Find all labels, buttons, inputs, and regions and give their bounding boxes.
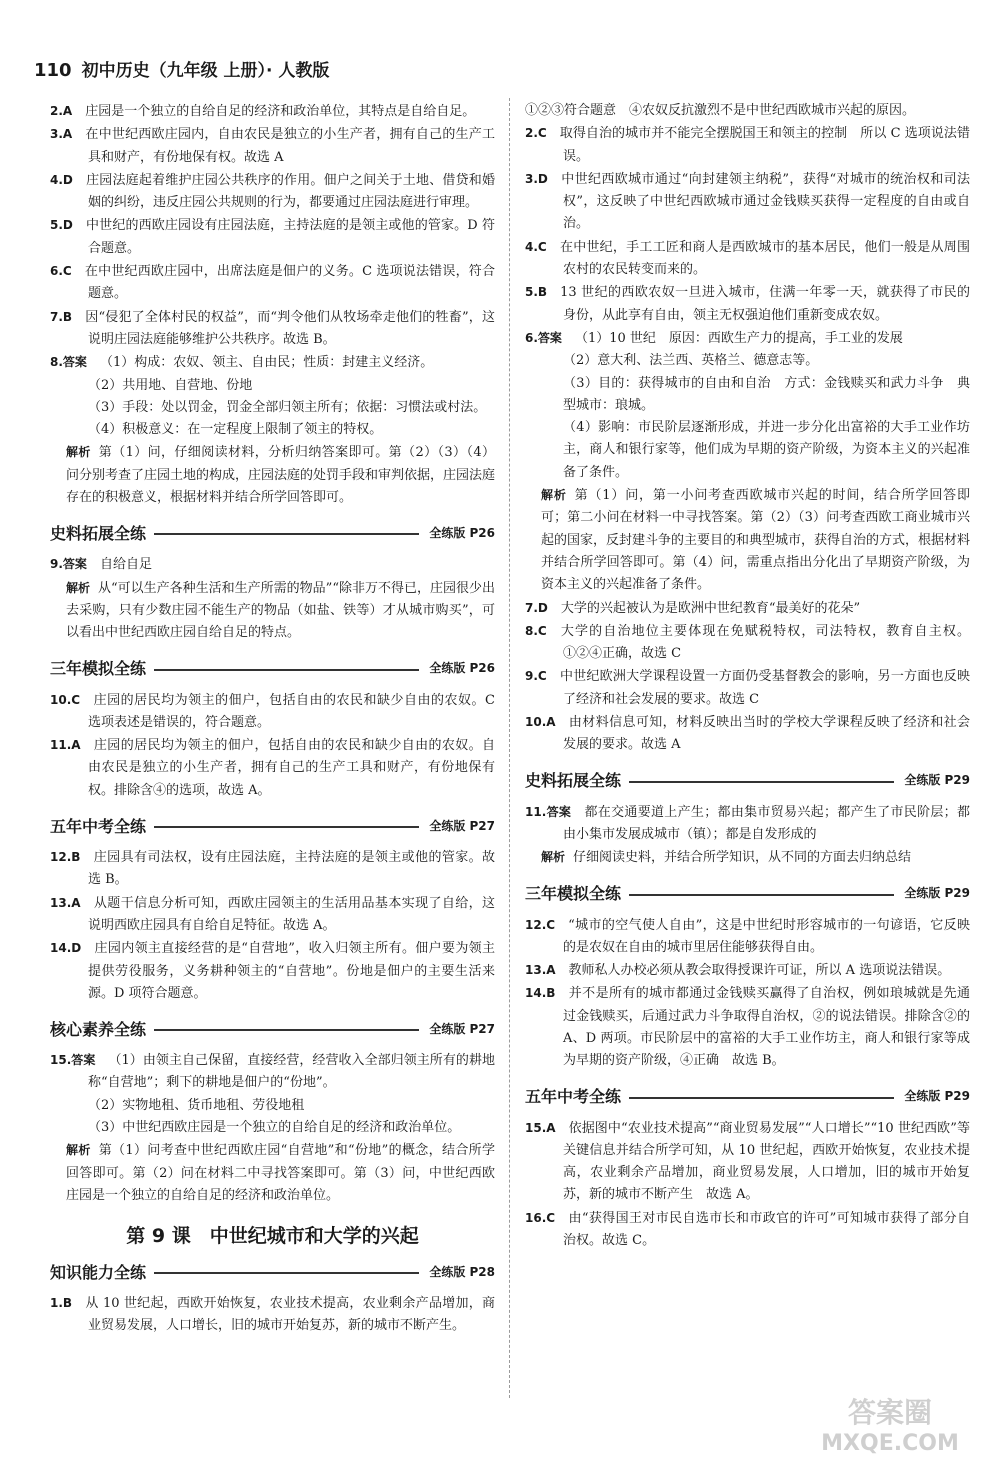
answer-item: [50, 937, 495, 1005]
section-page-ref: 全练版 P29: [904, 773, 970, 788]
section-header: [525, 878, 970, 908]
answer-text: 庄园的居民均为领主的佃户，包括自由的农民和缺少自由的农奴。自由农民是独立的小生产者，拥有自己的生产工具和财产，有份地保有权。排除含④的选项，故选 A。: [88, 738, 495, 798]
answer-text: 从题干信息分析可知，西欧庄园领主的生活用品基本实现了自给，这说明西欧庄园具有自给自足特征。故选 A。: [88, 895, 495, 933]
section-header: [525, 1081, 970, 1111]
answer-continuation: ①②③符合题意 ④农奴反抗激烈不是中世纪西欧城市兴起的原因。: [525, 103, 916, 118]
answer-text: 取得自治的城市并不能完全摆脱国王和领主的控制 所以 C 选项说法错误。: [559, 126, 970, 164]
explanation: [50, 1139, 495, 1207]
answer-text: 从 10 世纪起，西欧开始恢复，农业技术提高，农业剩余产品增加，商业贸易发展，人口增长，旧的城市开始复苏，新的城市不断产生。: [85, 1296, 495, 1334]
answer-text: 在中世纪西欧庄园内，自由农民是独立的小生产者，拥有自己的生产工具和财产，有份地保有权。故选 A: [85, 127, 495, 165]
answer-number: 8.C: [525, 623, 547, 638]
answer-number: 16.C: [525, 1210, 556, 1225]
answer-number: 6.C: [50, 264, 72, 279]
watermark-line1: 答案圈: [847, 1396, 933, 1429]
section-title: 史料拓展全练: [50, 523, 147, 543]
section-header: [525, 765, 970, 795]
answer-number: 4.D: [50, 172, 73, 187]
answer-number: 11.A: [50, 738, 81, 753]
answer-subitem: （4）积极意义：在一定程度上限制了领主的特权。: [88, 422, 383, 438]
section-title: 五年中考全练: [525, 1087, 622, 1107]
watermark-logo: [790, 1392, 990, 1458]
answer-text: 由“获得国王对市民自选市长和市政官的许可”可知城市获得了部分自治权。故选 C。: [563, 1210, 970, 1249]
answer-text: 庄园法庭起着维护庄园公共秩序的作用。佃户之间关于土地、借贷和婚姻的纠纷，违反庄园公共规则的行为，都要通过庄园法庭进行审理。: [85, 172, 495, 211]
explanation: [50, 441, 495, 509]
answer-number: 11.: [525, 804, 547, 819]
explanation-text: 从“可以生产各种生活和生产所需的物品”“除非万不得已，庄园很少出去采购，只有少数庄园不能生产的物品（如盐、铁等）才从城市购买”，可以看出中世纪西欧庄园自给自足的特点。: [66, 580, 495, 641]
answer-item: [50, 553, 495, 576]
answer-item: [525, 914, 970, 960]
section-page-ref: 全练版 P27: [429, 1021, 495, 1036]
explanation-label: 解析: [66, 1143, 91, 1158]
answer-number: 8.: [50, 355, 63, 370]
answer-subitem: （3）手段：处以罚金，罚金全部归领主所有；依据：习惯法或村法。: [88, 399, 487, 415]
explanation: [525, 484, 970, 596]
explanation-label: 解析: [541, 850, 566, 865]
column-divider: [509, 98, 510, 1398]
answer-text: （1）由领主自己保留，直接经营，经营收入全部归领主所有的耕地称“自营地”；剩下的耕地是佃户的“份地”。: [88, 1053, 495, 1091]
explanation-label: 解析: [541, 488, 567, 503]
answer-subitem: （3）中世纪西欧庄园是一个独立的自给自足的经济和政治单位。: [88, 1119, 461, 1135]
answer-number: 13.A: [525, 963, 556, 978]
answer-text: 庄园内领主直接经营的是“自营地”，收入归领主所有。佃户要为领主提供劳役服务，义务耕种领主的“自营地”。份地是佃户的主要生活来源。D 项符合题意。: [88, 941, 495, 1001]
answer-text: 庄园的居民均为领主的佃户，包括自由的农民和缺少自由的农奴。C 选项表述是错误的，符合题意。: [88, 692, 495, 730]
explanation-label: 解析: [66, 580, 91, 595]
answer-item: [525, 122, 970, 168]
section-rule: [629, 1097, 894, 1099]
answer-number: 15.A: [525, 1120, 556, 1135]
explanation: [525, 846, 970, 869]
section-page-ref: 全练版 P29: [904, 1089, 970, 1104]
answer-item: [50, 214, 495, 260]
answer-text: （1）构成：农奴、领主、自由民；性质：封建主义经济。: [99, 355, 434, 371]
answer-item: [525, 1207, 970, 1253]
answer-number: 2.A: [50, 104, 73, 118]
answer-item: [525, 168, 970, 236]
lesson-title: 第 9 课 中世纪城市和大学的兴起: [126, 1225, 419, 1248]
answer-number: 13.A: [50, 895, 81, 910]
section-title: 三年模拟全练: [50, 659, 147, 679]
answer-number: 4.C: [525, 239, 547, 254]
page-number: 110: [34, 60, 72, 81]
answer-tag: 答案: [546, 804, 572, 819]
section-header: [50, 517, 495, 547]
answer-number: 7.B: [50, 309, 73, 324]
answer-number: 9.C: [525, 669, 547, 684]
answer-text: 庄园具有司法权，设有庄园法庭，主持法庭的是领主或他的管家。故选 B。: [88, 850, 495, 888]
answer-subitem: （3）目的：获得城市的自由和自治 方式：金钱赎买和武力斗争 典型城市：琅城。: [563, 375, 970, 413]
section-title: 三年模拟全练: [525, 884, 622, 903]
answer-text: 中世纪的西欧庄园设有庄园法庭，主持法庭的是领主或他的管家。D 符合题意。: [85, 218, 495, 256]
answer-text: 中世纪西欧城市通过“向封建领主纳税”，获得“对城市的统治权和司法权”，这反映了中世纪西欧城市通过金钱赎买获得一定程度的自由或自治。: [560, 171, 970, 232]
right-column: [525, 100, 970, 1252]
answer-item: [525, 982, 970, 1072]
section-header: [50, 653, 495, 683]
section-rule: [629, 781, 894, 783]
answer-number: 7.D: [525, 600, 548, 615]
answer-item: [525, 236, 970, 282]
answer-text: 由材料信息可知，材料反映出当时的学校大学课程反映了经济和社会发展的要求。故选 A: [563, 715, 970, 753]
left-column: [50, 100, 495, 1338]
answer-subitem: （2）实物地租、货币地租、劳役地租: [88, 1097, 305, 1113]
answer-number: 10.A: [525, 715, 556, 730]
answer-text: “城市的空气使人自由”，这是中世纪时形容城市的一句谚语，它反映的是农奴在自由的城市里居住能够获得自由。: [563, 917, 970, 955]
answer-item: [50, 1049, 495, 1095]
answer-item: [50, 306, 495, 352]
explanation-text: 第（1）问，第一小问考查西欧城市兴起的时间，结合所学回答即可；第二小问在材料一中寻找答案。第（2）（3）问考查西欧工商业城市兴起的国家，反封建斗争的主要目的和典型城市，获得自治的方式，根据材料并结合所学回答即可。第（4）问，需重点指出分化出了早期资产阶级，为资本主义的兴起准备了条件。: [541, 488, 971, 593]
section-title: 核心素养全练: [50, 1019, 147, 1039]
answer-number: 3.A: [50, 127, 73, 142]
explanation-label: 解析: [66, 445, 91, 460]
answer-item: [525, 711, 970, 757]
answer-text: 因“侵犯了全体村民的权益”，而“判令他们从牧场牵走他们的牲畜”，这说明庄园法庭能够维护公共秩序。故选 B。: [85, 309, 495, 347]
section-title: 五年中考全练: [50, 816, 147, 836]
section-header: [50, 1013, 495, 1043]
section-header: [50, 810, 495, 840]
explanation: [50, 577, 495, 645]
answer-number: 14.D: [50, 941, 82, 956]
section-title: 史料拓展全练: [525, 771, 622, 791]
answer-item: [525, 665, 970, 711]
section-rule: [154, 1272, 419, 1274]
answer-number: 12.B: [50, 850, 81, 865]
answer-item: [525, 620, 970, 666]
section-rule: [154, 669, 419, 671]
answer-item: [50, 100, 495, 123]
watermark-line2: MXQE.COM: [821, 1431, 959, 1456]
answer-text: 13 世纪的西欧农奴一旦进入城市，住满一年零一天，就获得了市民的身份，从此享有自由，领主无权强迫他们重新变成农奴。: [560, 285, 970, 323]
page-header: [34, 56, 984, 92]
book-title: 初中历史（九年级 上册）· 人教版: [81, 61, 330, 81]
answer-item: [525, 959, 970, 982]
answer-item: [50, 169, 495, 215]
section-page-ref: 全练版 P26: [429, 661, 495, 676]
answer-number: 6.: [525, 330, 538, 345]
answer-item: [50, 689, 495, 735]
answer-item: [50, 846, 495, 892]
answer-item: [50, 260, 495, 306]
answer-subitem: （2）意大利、法兰西、英格兰、德意志等。: [563, 353, 819, 369]
answer-item: [50, 1292, 495, 1338]
answer-number: 5.B: [525, 285, 548, 300]
answer-item: [50, 734, 495, 802]
answer-item: [50, 123, 495, 169]
answer-subitem: （4）影响：市民阶层逐渐形成，并进一步分化出富裕的大手工业作坊主，商人和银行家等，他们成为早期的资产阶级，为资本主义的兴起准备了条件。: [563, 420, 970, 480]
answer-number: 2.C: [525, 126, 547, 141]
answer-number: 5.D: [50, 218, 73, 233]
section-page-ref: 全练版 P27: [429, 818, 495, 833]
answer-item: [525, 281, 970, 327]
section-page-ref: 全练版 P29: [904, 886, 970, 900]
section-page-ref: 全练版 P28: [429, 1264, 495, 1279]
answer-number: 9.: [50, 557, 63, 572]
answer-item: [50, 351, 495, 374]
answer-item: [525, 597, 970, 620]
answer-text: 庄园是一个独立的自给自足的经济和政治单位，其特点是自给自足。: [85, 104, 476, 119]
answer-tag: 答案: [62, 355, 87, 370]
answer-text: （1）10 世纪 原因：西欧生产力的提高，手工业的发展: [574, 330, 903, 346]
answer-text: 自给自足: [99, 557, 152, 573]
answer-text: 在中世纪西欧庄园中，出席法庭是佃户的义务。C 选项说法错误，符合题意。: [84, 264, 495, 302]
answer-text: 依据图中“农业技术提高”“商业贸易发展”“人口增长”“10 世纪西欧”等关键信息并结合所学可知，从 10 世纪起，西欧开始恢复，农业技术提高，农业剩余产品增加，商业贸易发展，人口增加，旧的城市开始复苏，新的城市不断产生 故选 A。: [563, 1120, 970, 1203]
answer-tag: 答案: [62, 557, 87, 572]
explanation-text: 第（1）问考查中世纪西欧庄园“自营地”和“份地”的概念，结合所学回答即可。第（2）问在材料二中寻找答案即可。第（3）问，中世纪西欧庄园是一个独立的自给自足的经济和政治单位。: [66, 1143, 495, 1203]
answer-text: 教师私人办校必须从教会取得授课许可证，所以 A 选项说法错误。: [568, 963, 951, 979]
answer-number: 14.B: [525, 986, 556, 1001]
answer-text: 中世纪欧洲大学课程设置一方面仍受基督教会的影响，另一方面也反映了经济和社会发展的要求。故选 C: [559, 669, 970, 707]
answer-tag: 答案: [537, 330, 562, 345]
section-rule: [154, 826, 419, 828]
answer-item: [50, 892, 495, 938]
answer-tag: 答案: [71, 1053, 96, 1068]
answer-item: [525, 801, 970, 847]
answer-subitem: （2）共用地、自营地、份地: [88, 377, 253, 393]
answer-text: 并不是所有的城市都通过金钱赎买赢得了自治权，例如琅城就是先通过金钱赎买，后通过武力斗争取得自治权，②的说法错误。排除含②的 A、D 两项。市民阶层中的富裕的大手工业作坊主，商人和银行家等成为早期的资产阶级，④正确 故选 B。: [563, 986, 970, 1069]
answer-text: 在中世纪，手工工匠和商人是西欧城市的基本居民，他们一般是从周围农村的农民转变而来的。: [559, 239, 970, 278]
answer-text: 大学的兴起被认为是欧洲中世纪教育“最美好的花朵”: [560, 600, 861, 616]
explanation-text: 仔细阅读史料，并结合所学知识，从不同的方面去归纳总结: [573, 850, 912, 866]
answer-item: [525, 327, 970, 350]
section-page-ref: 全练版 P26: [429, 525, 495, 540]
section-title: 知识能力全练: [50, 1262, 147, 1282]
section-header: [50, 1256, 495, 1286]
answer-number: 15.: [50, 1053, 72, 1068]
answer-text: 大学的自治地位主要体现在免赋税特权，司法特权，教育自主权。①②④正确，故选 C: [559, 623, 970, 662]
section-rule: [154, 533, 419, 535]
answer-number: 3.D: [525, 171, 548, 186]
answer-number: 12.C: [525, 917, 556, 932]
section-rule: [629, 894, 894, 896]
answer-item: [525, 1117, 970, 1207]
explanation-text: 第（1）问，仔细阅读材料，分析归纳答案即可。第（2）（3）（4）问分别考查了庄园土地的构成，庄园法庭的处罚手段和审判依据，庄园法庭存在的积极意义，根据材料并结合所学回答即可。: [66, 445, 496, 506]
answer-number: 10.C: [50, 692, 81, 707]
section-rule: [154, 1029, 419, 1031]
answer-number: 1.B: [50, 1296, 73, 1311]
answer-text: 都在交通要道上产生；都由集市贸易兴起；都产生了市民阶层；都由小集市发展成城市（镇）；都是自发形成的: [563, 804, 970, 842]
